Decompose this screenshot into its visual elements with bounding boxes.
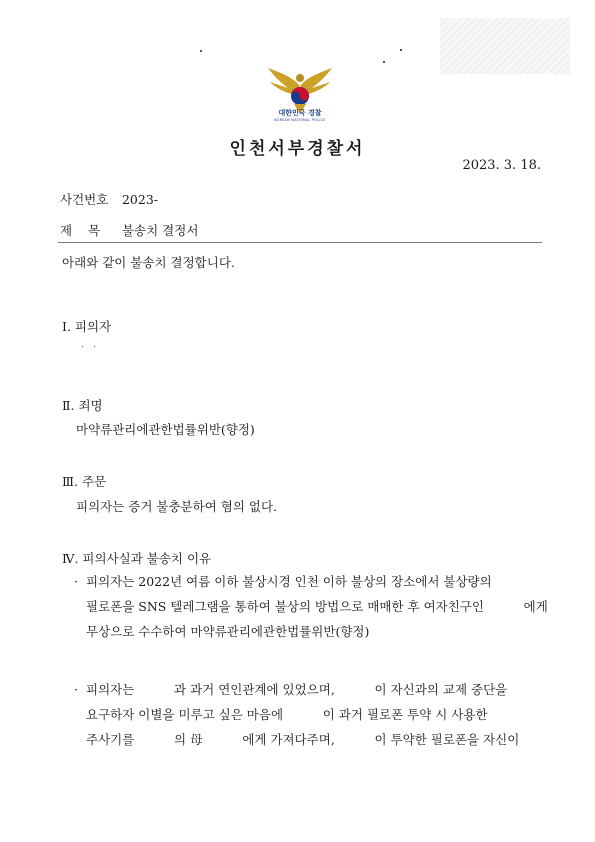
case-number-value: 2023-	[121, 192, 159, 207]
case-number-row	[60, 190, 158, 208]
case-number-label: 사건번호	[60, 192, 109, 207]
paragraph	[74, 677, 556, 752]
paragraph-line: 요구하자 이별을 미루고 싶은 마음에 이 과거 필로폰 투약 시 사용한	[86, 707, 488, 722]
section-body: 피의자는 증거 불충분하여 혐의 없다.	[76, 499, 277, 514]
scan-mark	[383, 61, 385, 63]
bullet-icon: ·	[74, 682, 78, 697]
paragraph-line: 피의자는 2022년 여름 이하 불상시경 인천 이하 불상의 장소에서 불상량의	[86, 574, 492, 589]
police-name: 대한민국 경찰	[278, 109, 322, 117]
document-stamp	[440, 18, 570, 74]
intro-text: 아래와 같이 불송치 결정합니다.	[62, 255, 235, 270]
paragraph-line: 필로폰을 SNS 텔레그램을 통하여 불상의 방법으로 매매한 후 여자친구인 에게	[86, 599, 548, 614]
section-heading: Ⅳ. 피의사실과 불송치 이유	[62, 551, 212, 566]
bullet-icon: ·	[74, 574, 78, 589]
divider	[58, 242, 542, 243]
section-heading: Ⅱ. 죄명	[62, 398, 103, 413]
section-body: 마약류관리에관한법률위반(향정)	[76, 422, 255, 437]
paragraph-line: 무상으로 수수하여 마약류관리에관한법률위반(향정)	[86, 624, 370, 639]
paragraph	[74, 569, 556, 644]
section-heading: Ⅰ. 피의자	[62, 319, 112, 334]
office-title: 인천서부경찰서	[229, 139, 366, 159]
section-heading: Ⅲ. 주문	[62, 474, 107, 489]
subject-label: 제 목	[60, 223, 101, 238]
scan-mark	[400, 49, 402, 51]
subject-row	[60, 221, 198, 239]
police-name-en: KOREAN NATIONAL POLICE	[274, 118, 326, 122]
subject-value: 불송치 결정서	[121, 223, 199, 238]
paragraph-line: 주사기를 의 母 에게 가져다주며, 이 투약한 필로폰을 자신이	[86, 732, 520, 747]
scan-mark	[200, 50, 202, 52]
paragraph-line: 피의자는 과 과거 연인관계에 있었으며, 이 자신과의 교제 중단을	[86, 682, 508, 697]
redaction-mark	[82, 346, 83, 347]
document-date: 2023. 3. 18.	[462, 158, 541, 173]
redaction-mark	[94, 346, 95, 347]
